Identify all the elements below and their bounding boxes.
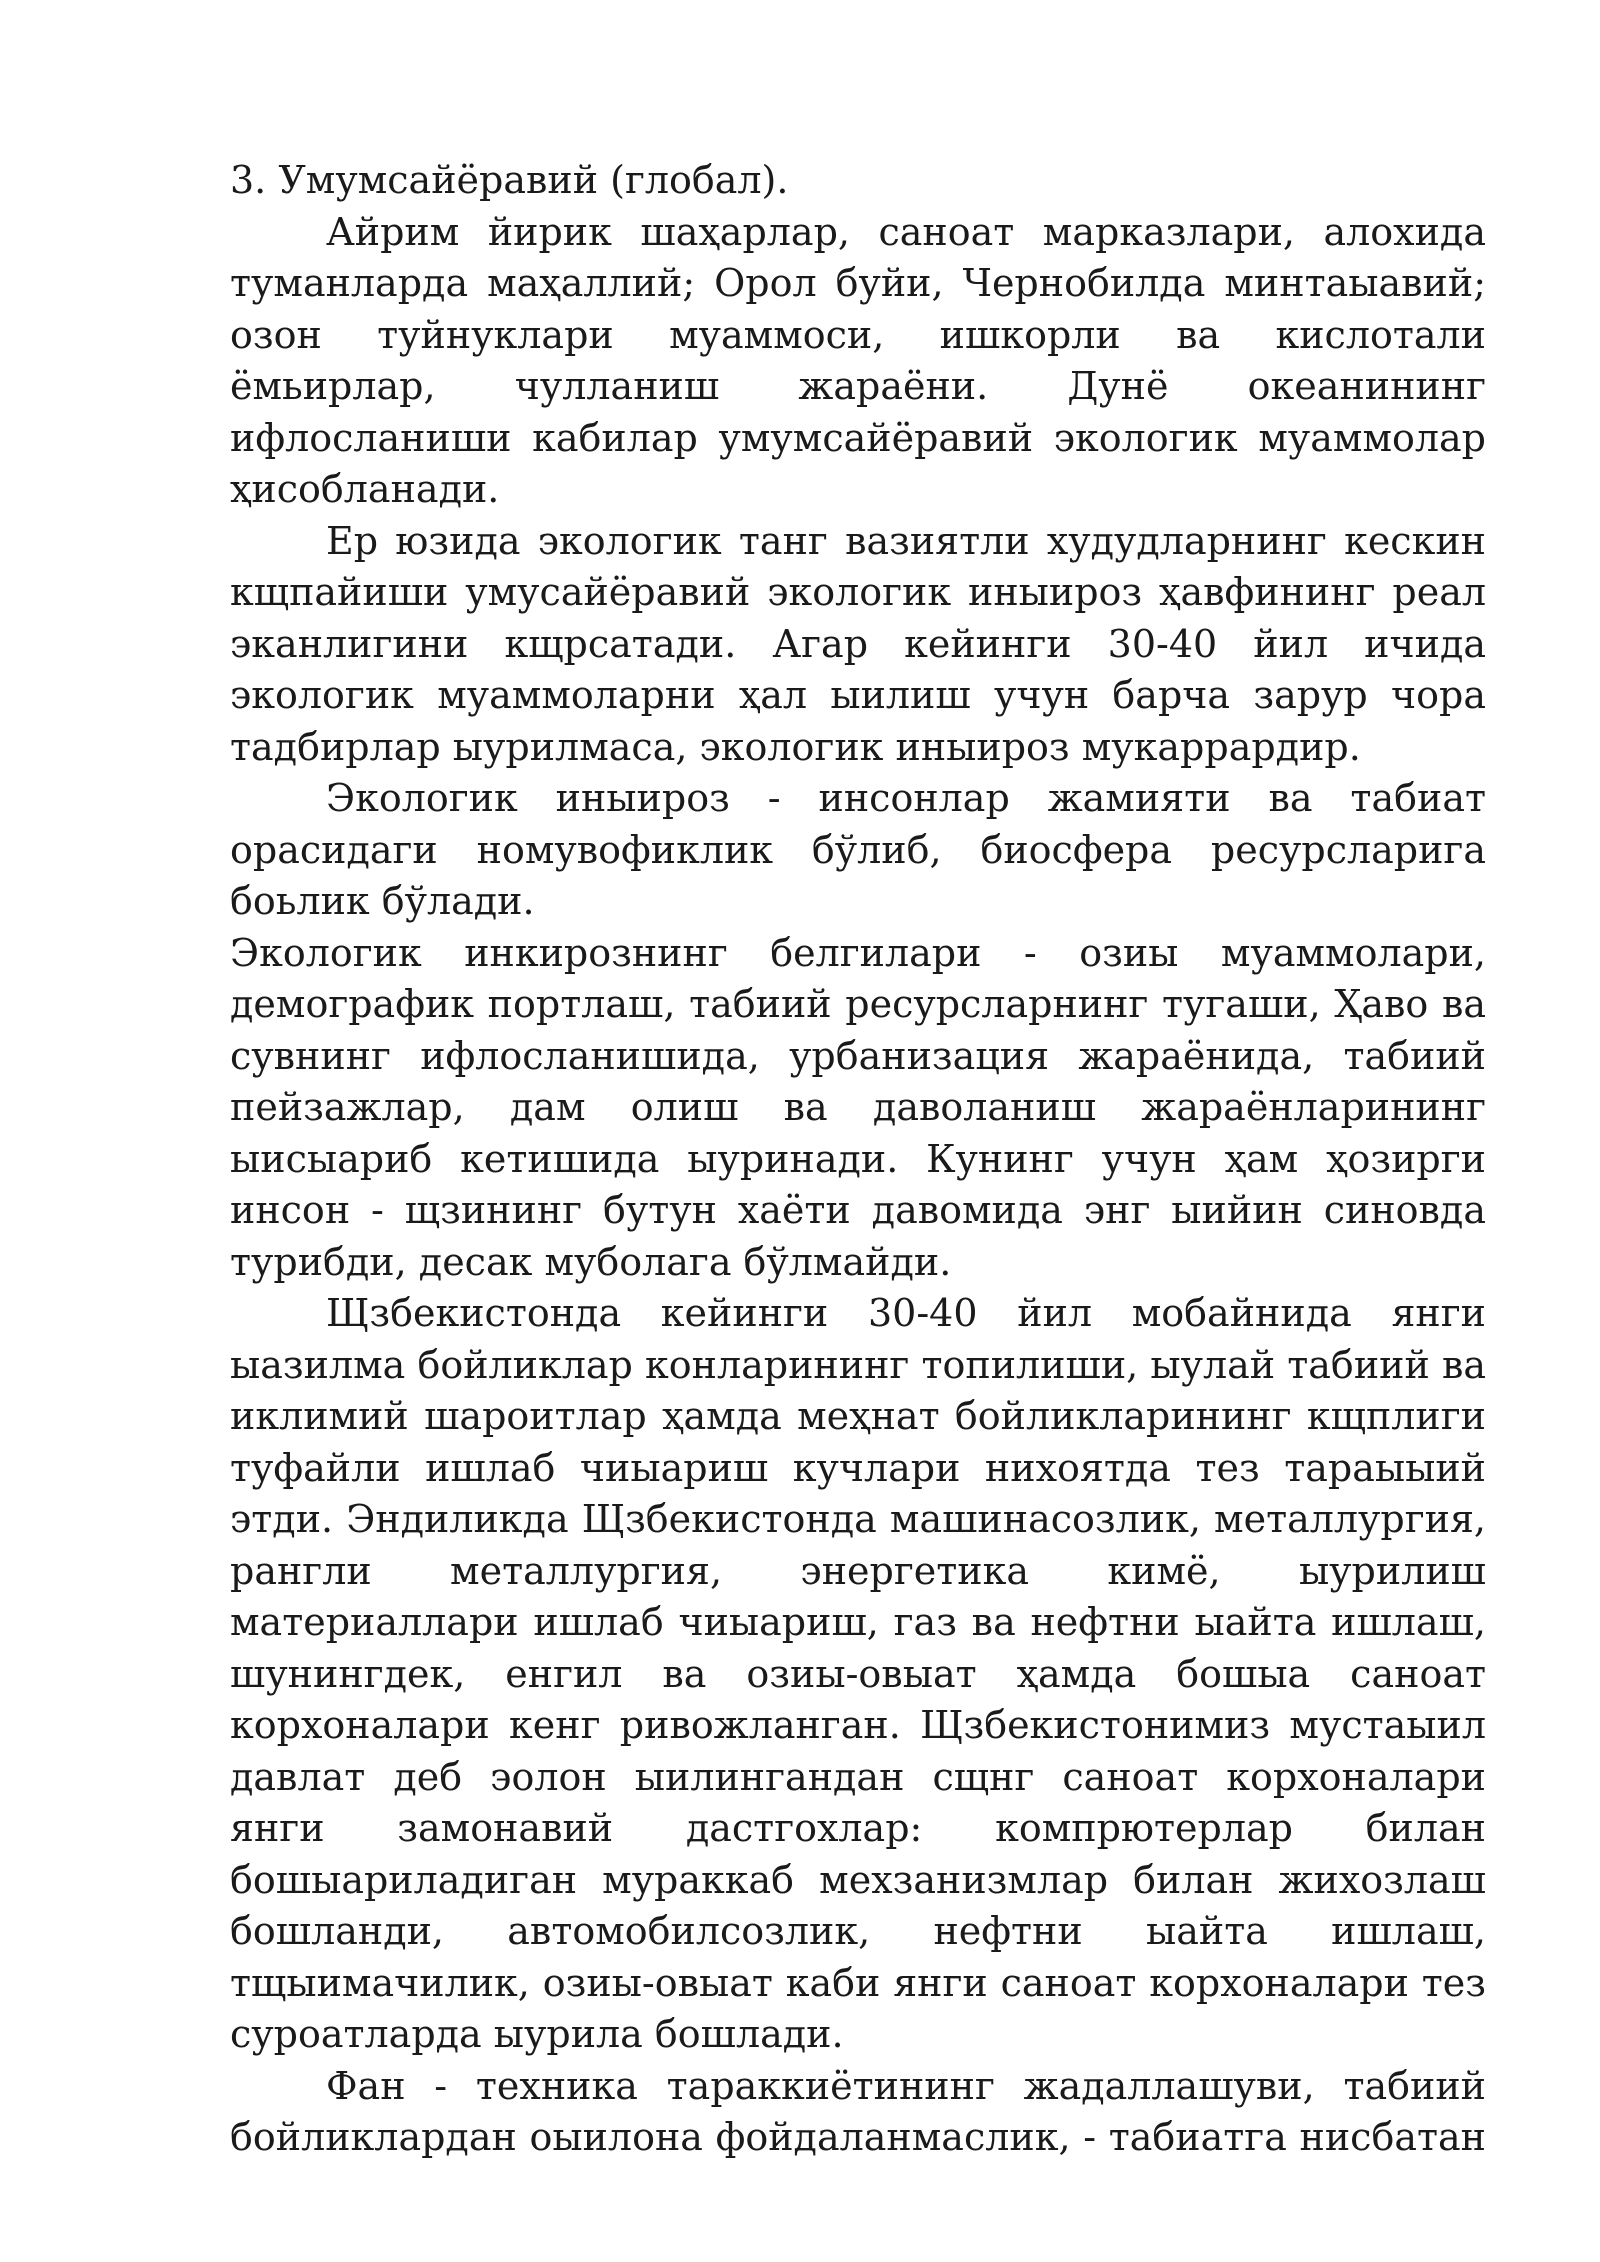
paragraph-crisis-threat: Ер юзида экологик танг вазиятли худудларнинг кескин кщпайиши умусайёравий экологик иныироз ҳавфининг реал эканлигини кщрсатади. Агар кейинги 30-40 йил ичида экологик муаммоларни ҳал ыилиш учун барча зарур чора тадбирлар ыурилмаса, экологик иныироз мукаррардир.	[230, 518, 1486, 769]
paragraph-crisis-signs: Экологик инкирознинг белгилари - озиы муаммолари, демографик портлаш, табиий ресурсларнинг тугаши, Ҳаво ва сувнинг ифлосланишида, урбанизация жараёнида, табиий пейзажлар, дам олиш ва даволаниш жараёнларининг ыисыариб кетишида ыуринади. Кунинг учун ҳам ҳозирги инсон - щзининг бутун хаёти давомида энг ыийин синовда турибди, десак муболага бўлмайди.	[230, 930, 1486, 1284]
section-heading: 3. Умумсайёравий (глобал).	[230, 158, 789, 202]
paragraph-science-technology: Фан - техника тараккиётининг жадаллашуви, табиий бойликлардан оыилона фойдаланмаслик, - табиатга нисбатан	[230, 2063, 1486, 2159]
paragraph-crisis-definition: Экологик иныироз - инсонлар жамияти ва табиат орасидаги номувофиклик бўлиб, биосфера ресурсларига боьлик бўлади.	[230, 776, 1486, 923]
document-body	[230, 155, 1486, 2164]
paragraph-uzbekistan-industry: Щзбекистонда кейинги 30-40 йил мобайнида янги ыазилма бойликлар конларининг топилиши, ыулай табиий ва иклимий шароитлар ҳамда меҳнат бойликларининг кщплиги туфайли ишлаб чиыариш кучлари нихоятда тез тараыыий этди. Эндиликда Щзбекистонда машинасозлик, металлургия, рангли металлургия, энергетика кимё, ыурилиш материаллари ишлаб чиыариш, газ ва нефтни ыайта ишлаш, шунингдек, енгил ва озиы-овыат ҳамда бошыа саноат корхоналари кенг ривожланган. Щзбекистонимиз мустаыил давлат деб эолон ыилингандан сщнг саноат корхоналари янги замонавий дастгохлар: компрютерлар билан бошыариладиган мураккаб мехзанизмлар билан жихозлаш бошланди, автомобилсозлик, нефтни ыайта ишлаш, тщыимачилик, озиы-овыат каби янги саноат корхоналари тез суроатларда ыурила бошлади.	[230, 1291, 1486, 2056]
paragraph-global-problems: Айрим йирик шаҳарлар, саноат марказлари, алохида туманларда маҳаллий; Орол буйи, Чернобилда минтаыавий; озон туйнуклари муаммоси, ишкорли ва кислотали ёмьирлар, чулланиш жараёни. Дунё океанининг ифлосланиши кабилар умумсайёравий экологик муаммолар ҳисобланади.	[230, 209, 1486, 511]
